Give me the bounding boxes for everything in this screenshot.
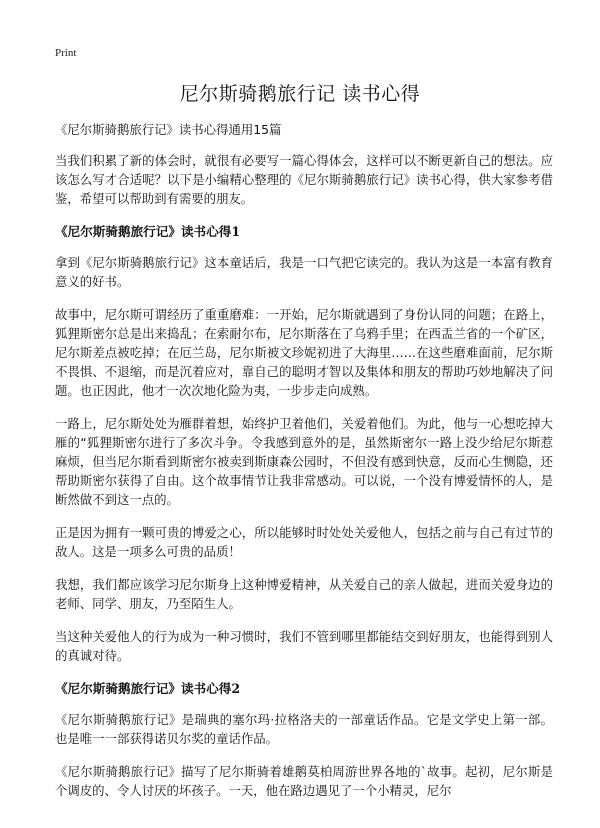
section-2-paragraph-1: 《尼尔斯骑鹅旅行记》是瑞典的塞尔玛·拉格洛夫的一部童话作品。它是文学史上第一部。也是唯一一部获得诺贝尔奖的童话作品。 <box>55 712 553 746</box>
section-1-paragraph-6: 当这种关爱他人的行为成为一种习惯时，我们不管到哪里都能结交到好朋友，也能得到别人的真诚对待。 <box>55 629 553 663</box>
section-1-paragraph-2: 故事中，尼尔斯可谓经历了重重磨难：一开始，尼尔斯就遇到了身份认同的问题；在路上，狐狸斯密尔总是出来捣乱；在索耐尔布，尼尔斯落在了乌鸦手里；在西盂兰省的一个矿区，尼尔斯差点被吃掉；在厄兰岛，尼尔斯被文珍妮初进了大海里……在这些磨难面前，尼尔斯不畏惧、不退缩，而是沉着应对，靠自己的聪明才智以及集体和朋友的帮助巧妙地解决了问题。也正因此，他才一次次地化险为夷，一步步走向成熟。 <box>55 307 553 398</box>
article-body <box>55 120 553 814</box>
section-1-paragraph-1: 拿到《尼尔斯骑鹅旅行记》这本童话后，我是一口气把它读完的。我认为这是一本富有教育意义的好书。 <box>55 255 553 289</box>
section-1-paragraph-5: 我想，我们都应该学习尼尔斯身上这种博爱精神，从关爱自己的亲人做起，进而关爱身边的老师、同学、朋友，乃至陌生人。 <box>55 577 553 611</box>
page-title: 尼尔斯骑鹅旅行记 读书心得 <box>179 83 421 105</box>
section-heading-2: 《尼尔斯骑鹅旅行记》读书心得2 <box>55 681 241 696</box>
section-1-paragraph-4: 正是因为拥有一颗可贵的博爱之心，所以能够时时处处关爱他人，包括之前与自己有过节的敌人。这是一项多么可贵的品质！ <box>55 525 553 559</box>
section-1-paragraph-3: 一路上，尼尔斯处处为雁群着想，始终护卫着他们，关爱着他们。为此，他与一心想吃掉大雁的“狐狸斯密尔进行了多次斗争。令我感到意外的是，虽然斯密尔一路上没少给尼尔斯惹麻烦，但当尼尔斯看到斯密尔被卖到斯康森公园时，不但没有感到快意，反而心生恻隐，还帮助斯密尔获得了自由。这个故事情节让我非常感动。可以说，一个没有博爱情怀的人，是断然做不到这一点的。 <box>55 416 553 507</box>
article-subtitle: 《尼尔斯骑鹅旅行记》读书心得通用15篇 <box>55 122 282 137</box>
intro-paragraph: 当我们积累了新的体会时，就很有必要写一篇心得体会，这样可以不断更新自己的想法。应该怎么写才合适呢？以下是小编精心整理的《尼尔斯骑鹅旅行记》读书心得，供大家参考借鉴，希望可以帮助到有需要的朋友。 <box>55 153 553 206</box>
print-link[interactable]: Print <box>55 47 77 59</box>
section-2-paragraph-2: 《尼尔斯骑鹅旅行记》描写了尼尔斯骑着雄鹅莫柏周游世界各地的`故事。起初，尼尔斯是个调皮的、令人讨厌的坏孩子。一天，他在路边遇见了一个小精灵，尼尔 <box>55 764 553 798</box>
section-heading-1: 《尼尔斯骑鹅旅行记》读书心得1 <box>55 224 241 239</box>
